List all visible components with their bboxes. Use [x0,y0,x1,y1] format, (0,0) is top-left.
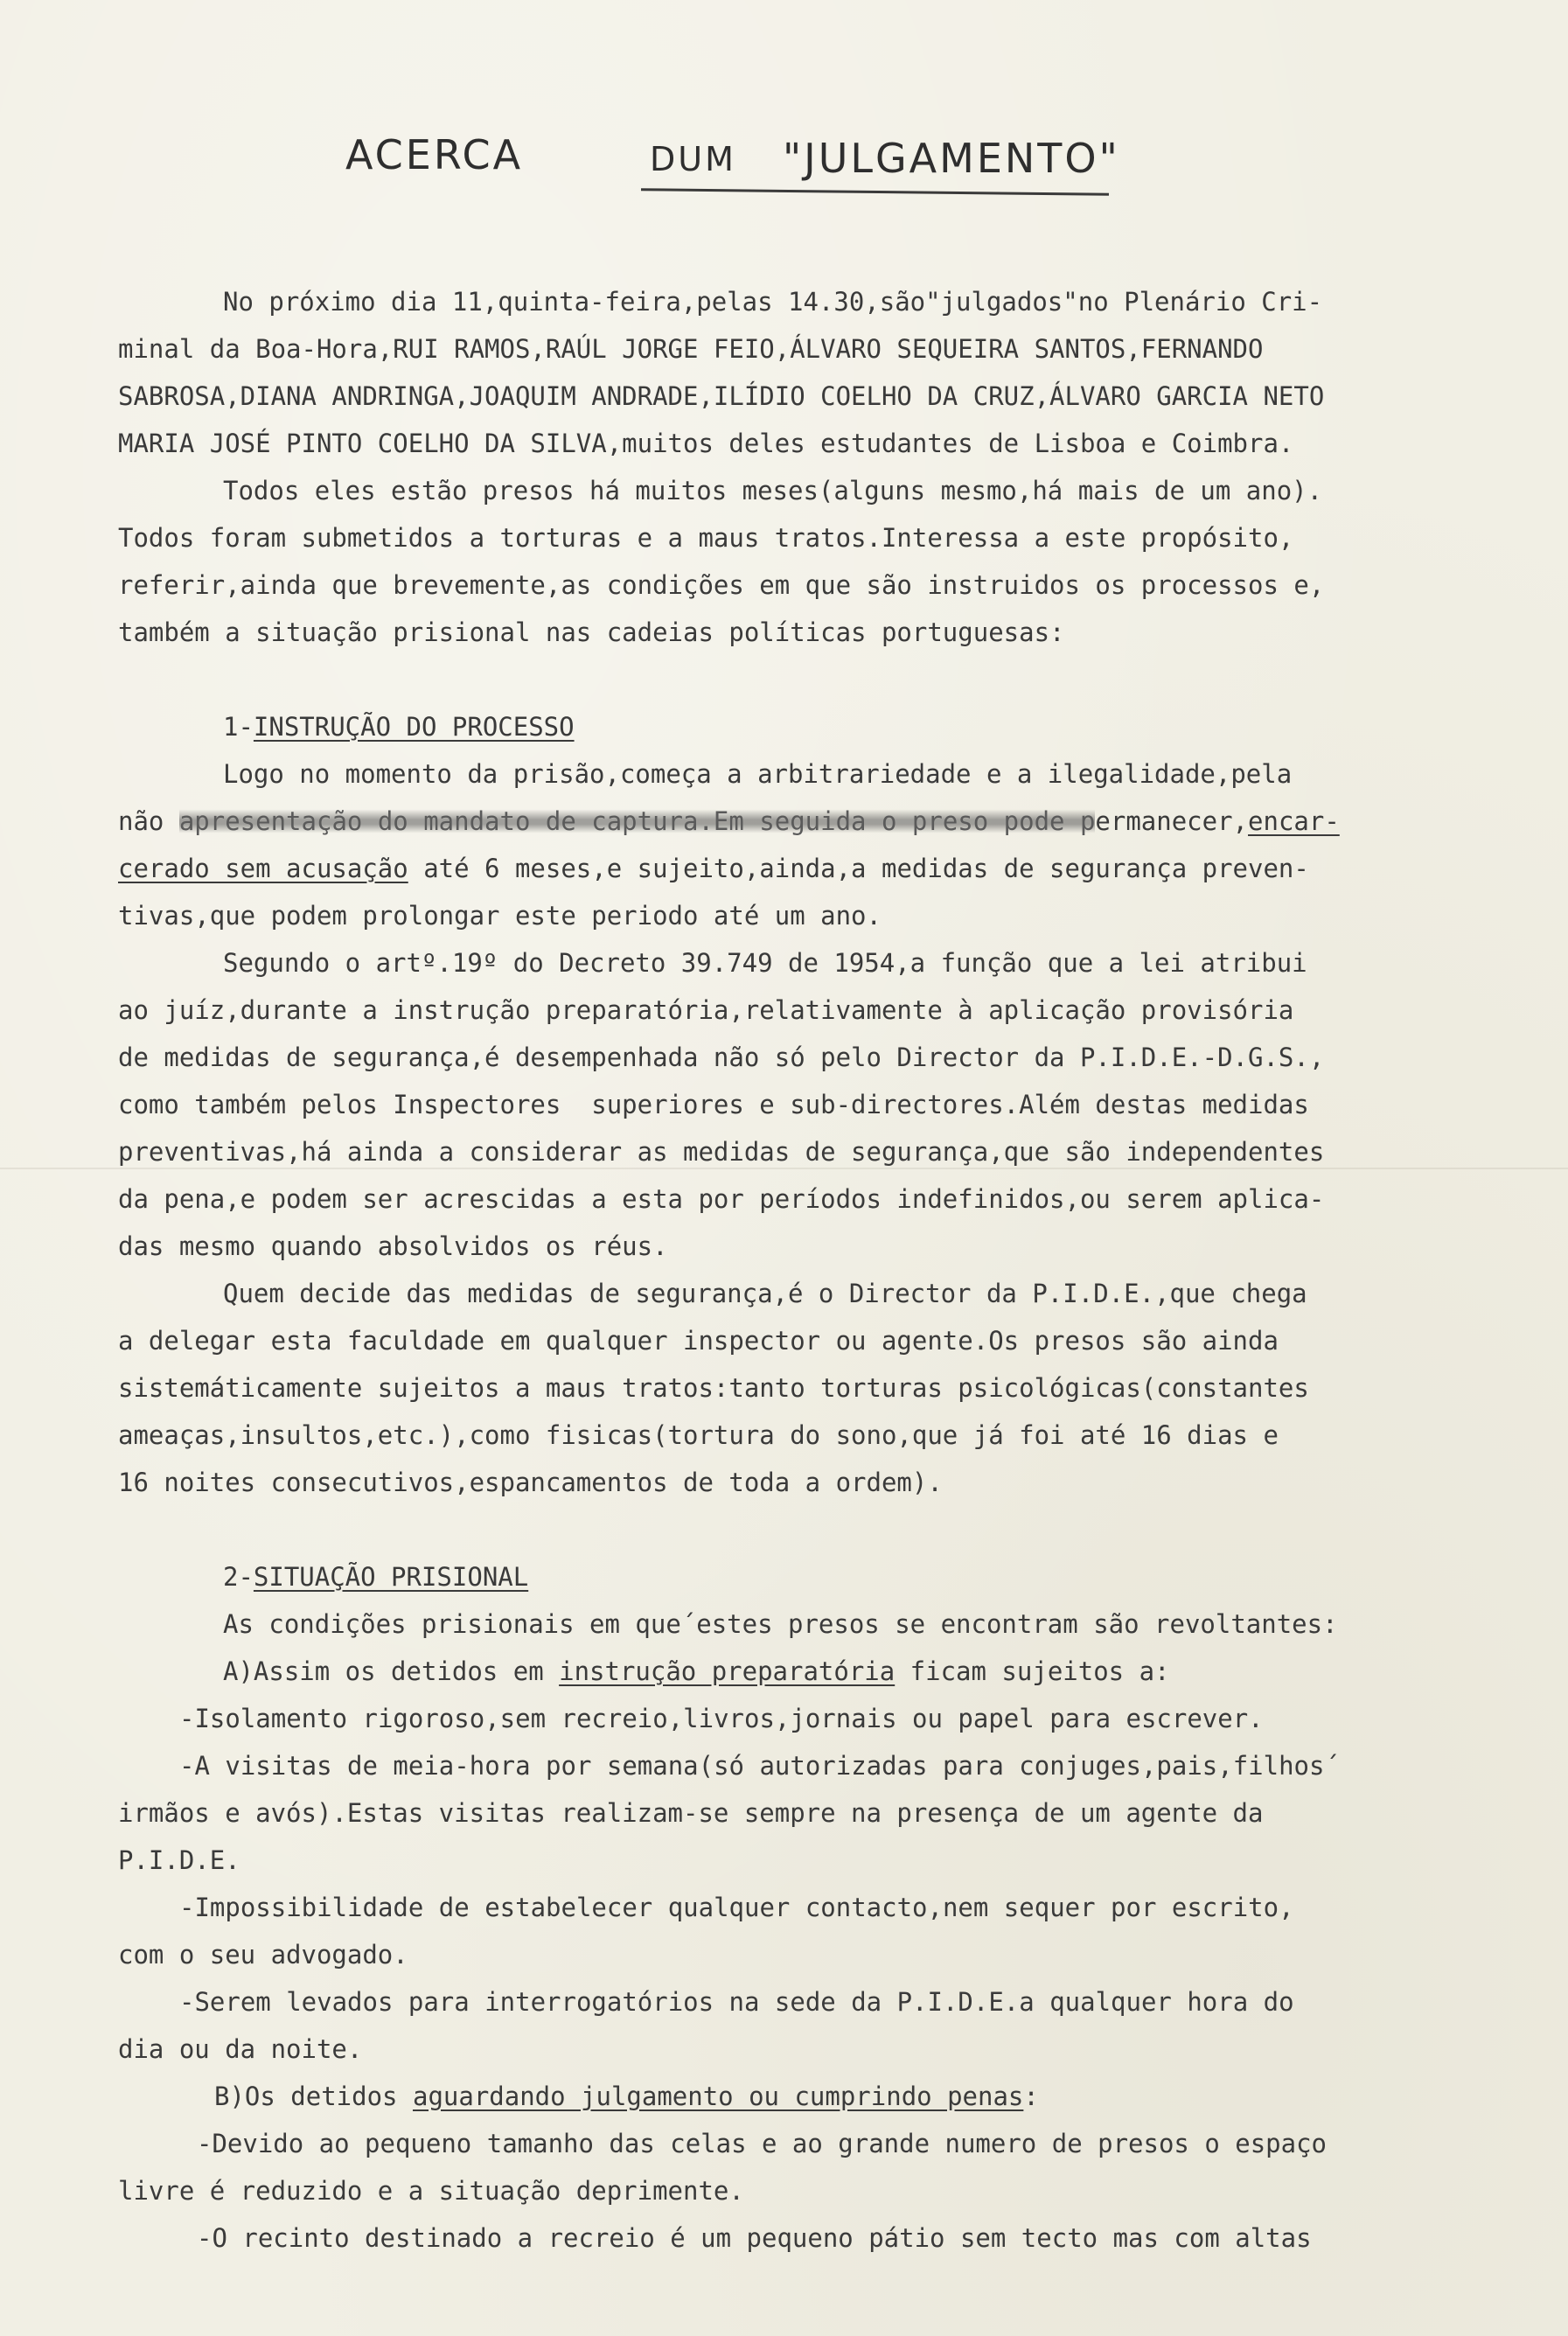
line-text: minal da Boa-Hora,RUI RAMOS,RAÚL JORGE FEIO,ÁLVARO SEQUEIRA SANTOS,FERNANDO [118,334,1264,364]
text-line [118,1128,1491,1175]
text-line [118,845,1491,892]
text-line [118,561,1491,609]
line-prefix: não [118,806,179,836]
line-text: Logo no momento da prisão,começa a arbitrariedade e a ilegalidade,pela [223,759,1293,789]
line-text: tivas,que podem prolongar este periodo até um ano. [118,901,882,931]
text-line [118,1837,1491,1884]
underlined-text: encar- [1248,806,1340,836]
line-text: -Impossibilidade de estabelecer qualquer contacto,nem sequer por escrito, [179,1893,1294,1922]
line-text: : [1023,2081,1039,2111]
smudged-text: apresentação do mandato de captura.Em seguida o preso pode p [178,806,1096,836]
line-text: sistemáticamente sujeitos a maus tratos:tanto torturas psicológicas(constantes [118,1373,1309,1403]
line-text: com o seu advogado. [118,1940,408,1970]
line-text: -Devido ao pequeno tamanho das celas e ao grande numero de presos o espaço [197,2129,1328,2158]
text-line [118,1364,1491,1412]
document-body [118,278,1491,2262]
text-line [118,1884,1491,1931]
line-text: P.I.D.E. [118,1845,240,1875]
text-line [118,1742,1491,1789]
title-underline [641,188,1109,196]
text-line [118,656,1491,703]
text-line [118,798,1491,845]
text-line [118,2214,1491,2262]
text-line [118,2026,1491,2073]
line-text: -O recinto destinado a recreio é um pequeno pátio sem tecto mas com altas [197,2223,1312,2253]
line-text: ao juíz,durante a instrução preparatória,relativamente à aplicação provisória [118,995,1294,1025]
text-line [118,373,1491,420]
text-line [118,1412,1491,1459]
text-line [118,467,1491,514]
line-text: até 6 meses,e sujeito,ainda,a medidas de segurança preven- [408,854,1309,883]
line-text: Segundo o artº.19º do Decreto 39.749 de 1954,a função que a lei atribui [223,948,1307,978]
text-line [118,703,1491,750]
line-text: ficam sujeitos a: [895,1656,1170,1686]
line-text: a delegar esta faculdade em qualquer inspector ou agente.Os presos são ainda [118,1326,1279,1356]
line-text: Quem decide das medidas de segurança,é o Director da P.I.D.E.,que chega [223,1279,1307,1308]
text-line [118,1081,1491,1128]
text-line [118,1223,1491,1270]
text-line [118,2167,1491,2214]
line-text: ameaças,insultos,etc.),como fisicas(tortura do sono,que já foi até 16 dias e [118,1420,1279,1450]
document-title [345,122,1120,210]
text-line [118,1034,1491,1081]
line-text: de medidas de segurança,é desempenhada não só pelo Director da P.I.D.E.-D.G.S., [118,1042,1325,1072]
text-line [118,2073,1491,2120]
line-text: irmãos e avós).Estas visitas realizam-se sempre na presença de um agente da [118,1798,1264,1828]
title-word-1: ACERCA [345,131,524,178]
text-line [118,987,1491,1034]
line-prefix: 2- [223,1562,254,1592]
underlined-text: instrução preparatória [559,1656,896,1686]
line-text: das mesmo quando absolvidos os réus. [118,1231,668,1261]
line-text: referir,ainda que brevemente,as condições em que são instruidos os processos e, [118,570,1325,600]
text-line [118,1553,1491,1600]
text-line [118,892,1491,939]
text-line [118,420,1491,467]
text-line [118,2120,1491,2167]
text-line [118,1978,1491,2026]
underlined-text: aguardando julgamento ou cumprindo penas [412,2081,1024,2111]
line-text: -A visitas de meia-hora por semana(só autorizadas para conjuges,pais,filhos´ [179,1751,1340,1781]
text-line [118,1506,1491,1553]
text-line [118,1175,1491,1223]
underlined-text: cerado sem acusação [118,854,408,883]
text-line [118,278,1491,325]
text-line [118,1648,1491,1695]
line-text: preventivas,há ainda a considerar as medidas de segurança,que são independentes [118,1137,1325,1167]
line-text: As condições prisionais em que´estes presos se encontram são revoltantes: [223,1609,1338,1639]
underlined-text: INSTRUÇÃO DO PROCESSO [253,712,575,742]
text-line [118,1789,1491,1837]
line-text: SABROSA,DIANA ANDRINGA,JOAQUIM ANDRADE,ILÍDIO COELHO DA CRUZ,ÁLVARO GARCIA NETO [118,381,1325,411]
line-text: MARIA JOSÉ PINTO COELHO DA SILVA,muitos deles estudantes de Lisboa e Coimbra. [118,429,1294,458]
text-line [118,1459,1491,1506]
line-text: também a situação prisional nas cadeias políticas portuguesas: [118,617,1065,647]
line-text: -Isolamento rigoroso,sem recreio,livros,jornais ou papel para escrever. [179,1704,1264,1733]
text-line [118,325,1491,373]
line-text: -Serem levados para interrogatórios na sede da P.I.D.E.a qualquer hora do [179,1987,1294,2017]
line-text: livre é reduzido e a situação deprimente. [118,2176,744,2206]
text-line [118,750,1491,798]
line-text: Todos foram submetidos a torturas e a maus tratos.Interessa a este propósito, [118,523,1294,553]
line-prefix: 1- [223,712,254,742]
text-line [118,1270,1491,1317]
line-prefix: B)Os detidos [214,2081,413,2111]
line-text: Todos eles estão presos há muitos meses(alguns mesmo,há mais de um ano). [223,476,1323,506]
text-line [118,939,1491,987]
line-text: 16 noites consecutivos,espancamentos de toda a ordem). [118,1468,943,1497]
text-line [118,1695,1491,1742]
text-line [118,1600,1491,1648]
line-text: da pena,e podem ser acrescidas a esta por períodos indefinidos,ou serem aplica- [118,1184,1325,1214]
line-text: como também pelos Inspectores superiores e sub-directores.Além destas medidas [118,1090,1309,1119]
line-text: No próximo dia 11,quinta-feira,pelas 14.30,são"julgados"no Plenário Cri- [223,287,1323,317]
underlined-text: SITUAÇÃO PRISIONAL [253,1562,529,1592]
text-line [118,609,1491,656]
line-text: dia ou da noite. [118,2034,363,2064]
text-line [118,1931,1491,1978]
line-text: ermanecer, [1095,806,1249,836]
line-prefix: A)Assim os detidos em [223,1656,560,1686]
text-line [118,1317,1491,1364]
title-word-3: "JULGAMENTO" [783,135,1120,182]
text-line [118,514,1491,561]
title-word-2: DUM [650,140,736,178]
